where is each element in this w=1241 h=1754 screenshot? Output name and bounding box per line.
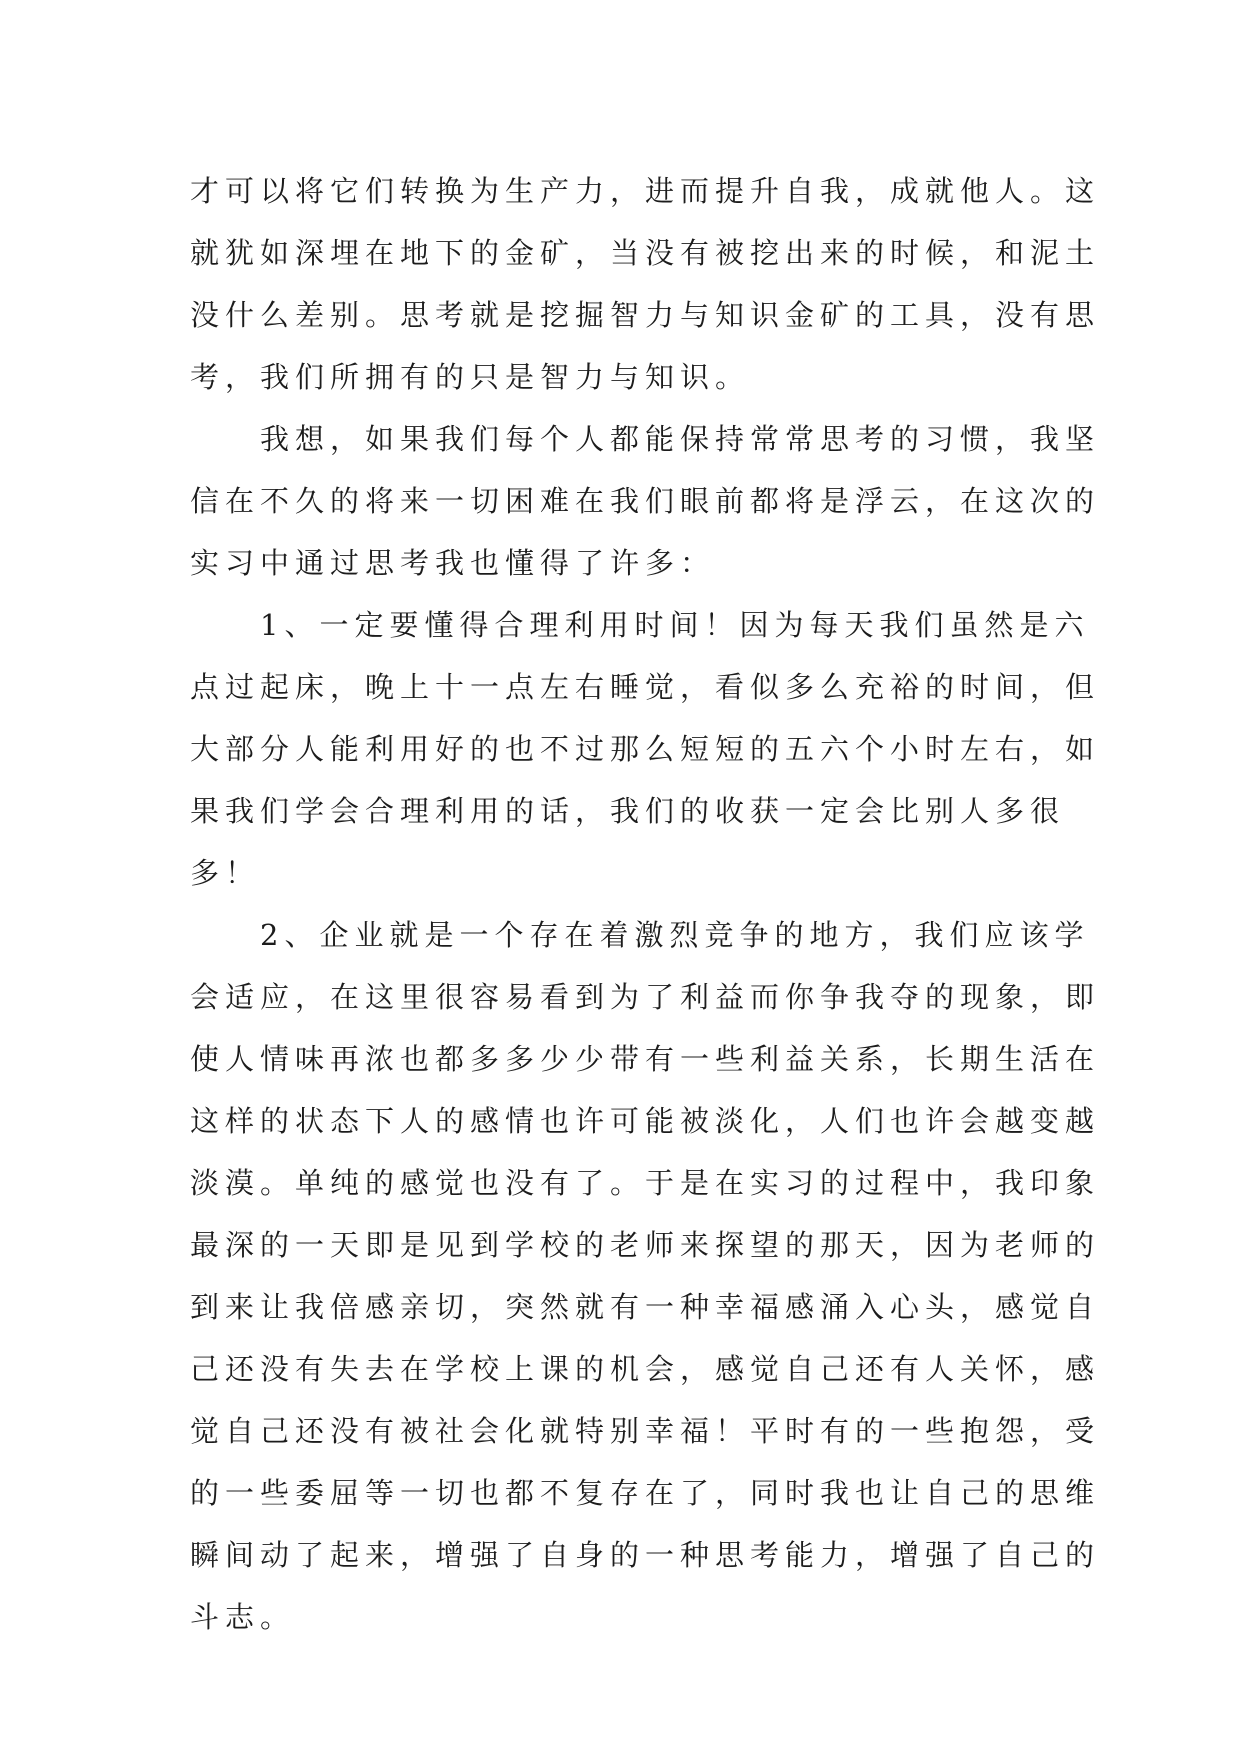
text-line: 才可以将它们转换为生产力，进而提升自我，成就他人。这 xyxy=(190,174,1101,208)
text-line: 大部分人能利用好的也不过那么短短的五六个小时左右，如 xyxy=(190,732,1101,766)
text-line: 点过起床，晚上十一点左右睡觉，看似多么充裕的时间，但 xyxy=(190,670,1101,704)
text-line: 考，我们所拥有的只是智力与知识。 xyxy=(190,360,751,394)
text-line: 的一些委屈等一切也都不复存在了，同时我也让自己的思维 xyxy=(190,1476,1101,1510)
text-line: 斗志。 xyxy=(190,1600,296,1634)
paragraph-start-line: 1、一定要懂得合理利用时间！因为每天我们虽然是六 xyxy=(260,608,1090,642)
body-text xyxy=(190,160,1101,1648)
text-line: 觉自己还没有被社会化就特别幸福！平时有的一些抱怨，受 xyxy=(190,1414,1101,1448)
text-line: 实习中通过思考我也懂得了许多： xyxy=(190,546,716,580)
text-line: 多！ xyxy=(190,856,261,890)
text-line: 瞬间动了起来，增强了自身的一种思考能力，增强了自己的 xyxy=(190,1538,1101,1572)
text-line: 己还没有失去在学校上课的机会，感觉自己还有人关怀，感 xyxy=(190,1352,1101,1386)
text-line: 信在不久的将来一切困难在我们眼前都将是浮云，在这次的 xyxy=(190,484,1101,518)
text-line: 会适应，在这里很容易看到为了利益而你争我夺的现象，即 xyxy=(190,980,1101,1014)
paragraph-start-line: 我想，如果我们每个人都能保持常常思考的习惯，我坚 xyxy=(260,422,1101,456)
text-line: 淡漠。单纯的感觉也没有了。于是在实习的过程中，我印象 xyxy=(190,1166,1101,1200)
text-line: 就犹如深埋在地下的金矿，当没有被挖出来的时候，和泥土 xyxy=(190,236,1101,270)
text-line: 到来让我倍感亲切，突然就有一种幸福感涌入心头，感觉自 xyxy=(190,1290,1101,1324)
text-line: 没什么差别。思考就是挖掘智力与知识金矿的工具，没有思 xyxy=(190,298,1101,332)
text-line: 使人情味再浓也都多多少少带有一些利益关系，长期生活在 xyxy=(190,1042,1101,1076)
text-line: 果我们学会合理利用的话，我们的收获一定会比别人多很 xyxy=(190,794,1066,828)
paragraph-start-line: 2、企业就是一个存在着激烈竞争的地方，我们应该学 xyxy=(260,918,1090,952)
text-line: 最深的一天即是见到学校的老师来探望的那天，因为老师的 xyxy=(190,1228,1101,1262)
text-line: 这样的状态下人的感情也许可能被淡化，人们也许会越变越 xyxy=(190,1104,1101,1138)
